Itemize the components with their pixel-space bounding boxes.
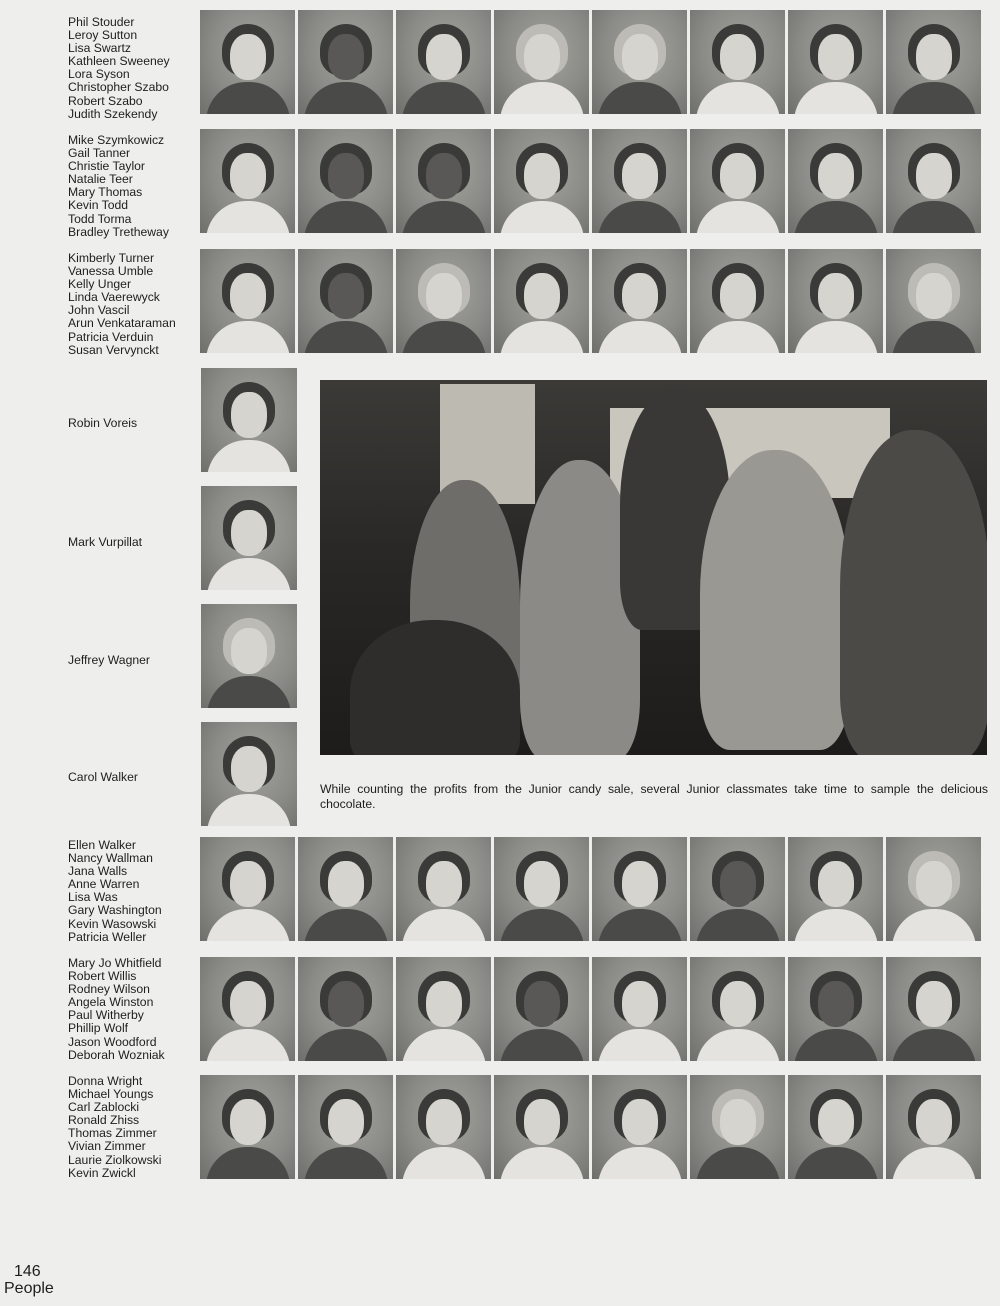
student-name: Mike Szymkowicz <box>68 133 165 147</box>
portrait-photo <box>690 1075 785 1179</box>
portrait-photo <box>200 957 295 1061</box>
portrait-photo <box>690 129 785 233</box>
portrait-photo <box>298 957 393 1061</box>
portrait-row <box>200 249 984 353</box>
student-name: Donna Wright <box>68 1074 143 1088</box>
portrait-photo <box>494 957 589 1061</box>
portrait-photo <box>396 10 491 114</box>
name-list-row-5 <box>68 957 198 1062</box>
portrait-photo <box>201 722 297 826</box>
student-name: Arun Venkataraman <box>68 316 176 331</box>
portrait-photo <box>788 129 883 233</box>
portrait-photo <box>592 837 687 941</box>
name-list-row-2 <box>68 134 198 239</box>
student-name: Carl Zablocki <box>68 1100 140 1115</box>
candid-group-photo <box>320 380 987 755</box>
name-list-row-3 <box>68 252 198 357</box>
student-name: Judith Szekendy <box>68 106 158 121</box>
portrait-photo <box>886 837 981 941</box>
portrait-photo <box>200 10 295 114</box>
portrait-photo <box>886 957 981 1061</box>
student-name: John Vascil <box>68 303 130 318</box>
student-name: Jana Walls <box>68 864 128 879</box>
portrait-photo <box>200 129 295 233</box>
portrait-photo <box>298 1075 393 1179</box>
portrait-photo <box>200 837 295 941</box>
portrait-photo <box>201 604 297 708</box>
name-list-row-4 <box>68 839 198 944</box>
student-name: Rodney Wilson <box>68 982 150 997</box>
student-name: Ronald Zhiss <box>68 1113 140 1128</box>
student-name: Angela Winston <box>68 995 154 1010</box>
portrait-photo <box>788 249 883 353</box>
portrait-photo <box>201 486 297 590</box>
student-name: Lisa Was <box>68 890 118 905</box>
portrait-photo <box>886 129 981 233</box>
portrait-photo <box>200 1075 295 1179</box>
student-name: Anne Warren <box>68 877 140 892</box>
student-name: Bradley Tretheway <box>68 224 169 239</box>
portrait-row <box>200 957 984 1061</box>
portrait-photo <box>788 10 883 114</box>
photo-caption: While counting the profits from the Junior candy sale, several Junior classmates take time to sample the delicious chocolate. <box>320 782 988 812</box>
portrait-photo <box>201 368 297 472</box>
student-name: Linda Vaerewyck <box>68 290 160 305</box>
portrait-photo <box>200 249 295 353</box>
portrait-photo <box>298 10 393 114</box>
student-name: Kevin Zwickl <box>68 1165 136 1180</box>
teacher-figure <box>350 620 520 755</box>
portrait-photo <box>494 10 589 114</box>
student-figure <box>700 450 850 750</box>
student-name: Lisa Swartz <box>68 41 131 56</box>
student-name: Gary Washington <box>68 903 162 918</box>
portrait-photo <box>298 249 393 353</box>
portrait-photo <box>298 837 393 941</box>
student-name: Robin Voreis <box>68 416 138 430</box>
portrait-photo <box>396 249 491 353</box>
student-name: Kevin Todd <box>68 198 129 213</box>
portrait-photo <box>592 1075 687 1179</box>
student-name: Laurie Ziolkowski <box>68 1152 162 1167</box>
student-name: Mary Jo Whitfield <box>68 956 162 970</box>
student-name: Patricia Verduin <box>68 329 154 344</box>
student-name: Jeffrey Wagner <box>68 653 150 667</box>
portrait-photo <box>690 10 785 114</box>
student-name: Nancy Wallman <box>68 851 153 866</box>
portrait-photo <box>886 1075 981 1179</box>
portrait-row <box>200 837 984 941</box>
student-name: Phil Stouder <box>68 15 135 29</box>
page-number: 146 <box>14 1263 41 1280</box>
portrait-photo <box>886 249 981 353</box>
name-list-row-6 <box>68 1075 198 1180</box>
portrait-photo <box>592 249 687 353</box>
portrait-photo <box>396 837 491 941</box>
student-name: Kimberly Turner <box>68 251 155 265</box>
student-name: Jason Woodford <box>68 1034 157 1049</box>
student-name: Patricia Weller <box>68 929 147 944</box>
portrait-photo <box>788 837 883 941</box>
student-name: Carol Walker <box>68 770 138 784</box>
portrait-photo <box>592 10 687 114</box>
student-name: Todd Torma <box>68 211 132 226</box>
portrait-photo <box>396 129 491 233</box>
portrait-photo <box>886 10 981 114</box>
student-name: Paul Witherby <box>68 1008 144 1023</box>
portrait-photo <box>396 957 491 1061</box>
portrait-photo <box>494 249 589 353</box>
student-name: Christie Taylor <box>68 159 145 174</box>
portrait-row <box>200 129 984 233</box>
portrait-photo <box>494 129 589 233</box>
student-name: Christopher Szabo <box>68 80 169 95</box>
student-name: Thomas Zimmer <box>68 1126 157 1141</box>
student-name: Mark Vurpillat <box>68 535 143 549</box>
portrait-row <box>200 10 984 114</box>
student-name: Vanessa Umble <box>68 264 154 279</box>
student-name: Natalie Teer <box>68 172 133 187</box>
student-name: Robert Szabo <box>68 93 143 108</box>
portrait-photo <box>298 129 393 233</box>
student-name: Gail Tanner <box>68 146 131 161</box>
portrait-photo <box>690 837 785 941</box>
student-name: Lora Syson <box>68 67 130 82</box>
student-name: Kevin Wasowski <box>68 916 157 931</box>
portrait-photo <box>592 957 687 1061</box>
portrait-photo <box>396 1075 491 1179</box>
student-name: Susan Vervynckt <box>68 342 159 357</box>
student-name: Vivian Zimmer <box>68 1139 146 1154</box>
portrait-photo <box>690 957 785 1061</box>
portrait-photo <box>788 1075 883 1179</box>
portrait-row <box>200 1075 984 1179</box>
portrait-photo <box>494 1075 589 1179</box>
student-name: Ellen Walker <box>68 838 136 852</box>
student-name: Robert Willis <box>68 969 137 984</box>
portrait-photo <box>592 129 687 233</box>
student-name: Leroy Sutton <box>68 28 138 43</box>
student-name: Mary Thomas <box>68 185 143 200</box>
portrait-photo <box>788 957 883 1061</box>
student-name: Phillip Wolf <box>68 1021 129 1036</box>
section-label: People <box>4 1280 54 1297</box>
student-name: Deborah Wozniak <box>68 1047 165 1062</box>
student-figure <box>840 430 987 755</box>
name-list-row-1 <box>68 16 198 121</box>
student-name: Michael Youngs <box>68 1087 154 1102</box>
portrait-photo <box>690 249 785 353</box>
student-name: Kelly Unger <box>68 277 131 292</box>
student-name: Kathleen Sweeney <box>68 54 170 69</box>
portrait-photo <box>494 837 589 941</box>
